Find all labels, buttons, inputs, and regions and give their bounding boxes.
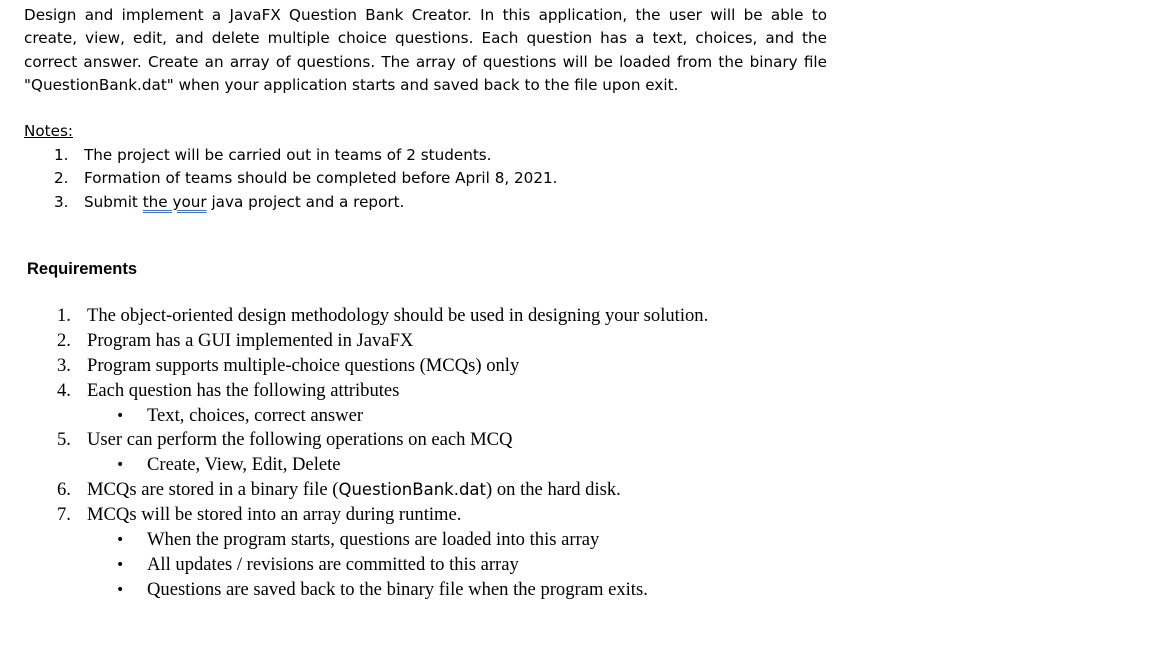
requirement-text: ) on the hard disk. [486, 479, 621, 501]
requirements-list [0, 304, 708, 603]
requirement-subitem [0, 453, 708, 478]
requirement-item [0, 428, 708, 453]
bullet-icon: • [116, 532, 125, 549]
list-number: 2. [54, 169, 69, 188]
requirement-text: User can perform the following operations on each MCQ [87, 429, 513, 451]
list-number: 5. [57, 429, 71, 451]
file-name: QuestionBank.dat [338, 480, 487, 500]
requirement-subtext: Questions are saved back to the binary file when the program exits. [147, 578, 648, 600]
requirement-subtext: When the program starts, questions are loaded into this array [147, 529, 600, 551]
notes-item-text: Submit [84, 192, 143, 211]
requirement-subitem [0, 404, 708, 429]
requirement-text: Each question has the following attributes [87, 379, 400, 401]
requirement-text: The object-oriented design methodology should be used in designing your solution. [87, 305, 709, 326]
requirement-item [0, 304, 708, 329]
requirement-subtext: Create, View, Edit, Delete [147, 454, 341, 476]
requirement-text: Program has a GUI implemented in JavaFX [87, 329, 414, 351]
intro-paragraph: Design and implement a JavaFX Question Bank Creator. In this application, the user will be able to create, view, edit, and delete multiple choice questions. Each question has a text, choices, and the correct answer. Create an array of questions. The array of questions will be loaded from the binary file "QuestionBank.dat" when your application starts and saved back to the file upon exit. [24, 6, 827, 94]
bullet-icon: • [116, 457, 125, 474]
requirement-item [0, 379, 708, 404]
requirement-text: MCQs are stored in a binary file ( [87, 479, 339, 501]
bullet-icon: • [116, 581, 125, 598]
list-number: 1. [57, 305, 71, 326]
list-number: 4. [57, 379, 71, 401]
list-number: 7. [57, 504, 71, 526]
notes-heading: Notes: [24, 122, 73, 140]
requirement-text: Program supports multiple-choice questions (MCQs) only [87, 354, 520, 376]
notes-item-text: java project and a report. [206, 192, 405, 211]
requirement-text: MCQs will be stored into an array during runtime. [87, 504, 462, 526]
requirement-subitem [0, 553, 708, 578]
grammar-flagged-text[interactable]: the your [142, 192, 207, 211]
requirement-item [0, 329, 708, 354]
bullet-icon: • [116, 407, 125, 424]
requirement-subitem [0, 528, 708, 553]
list-number: 6. [57, 479, 71, 501]
requirement-subtext: Text, choices, correct answer [147, 404, 364, 426]
list-number: 2. [57, 329, 71, 351]
notes-item-text: The project will be carried out in teams of 2 students. [84, 146, 492, 164]
list-number: 3. [54, 192, 69, 211]
requirement-subitem [0, 578, 708, 603]
notes-item [24, 191, 558, 214]
notes-list [24, 144, 558, 214]
requirements-heading: Requirements [27, 260, 138, 278]
requirement-item [0, 354, 708, 379]
notes-item [24, 144, 558, 167]
notes-item-text: Formation of teams should be completed before April 8, 2021. [84, 169, 558, 188]
notes-item [24, 167, 558, 190]
list-number: 1. [54, 146, 69, 164]
requirement-item [0, 503, 708, 528]
bullet-icon: • [116, 556, 125, 573]
requirement-item [0, 478, 708, 503]
list-number: 3. [57, 354, 71, 376]
requirement-subtext: All updates / revisions are committed to this array [147, 553, 519, 575]
